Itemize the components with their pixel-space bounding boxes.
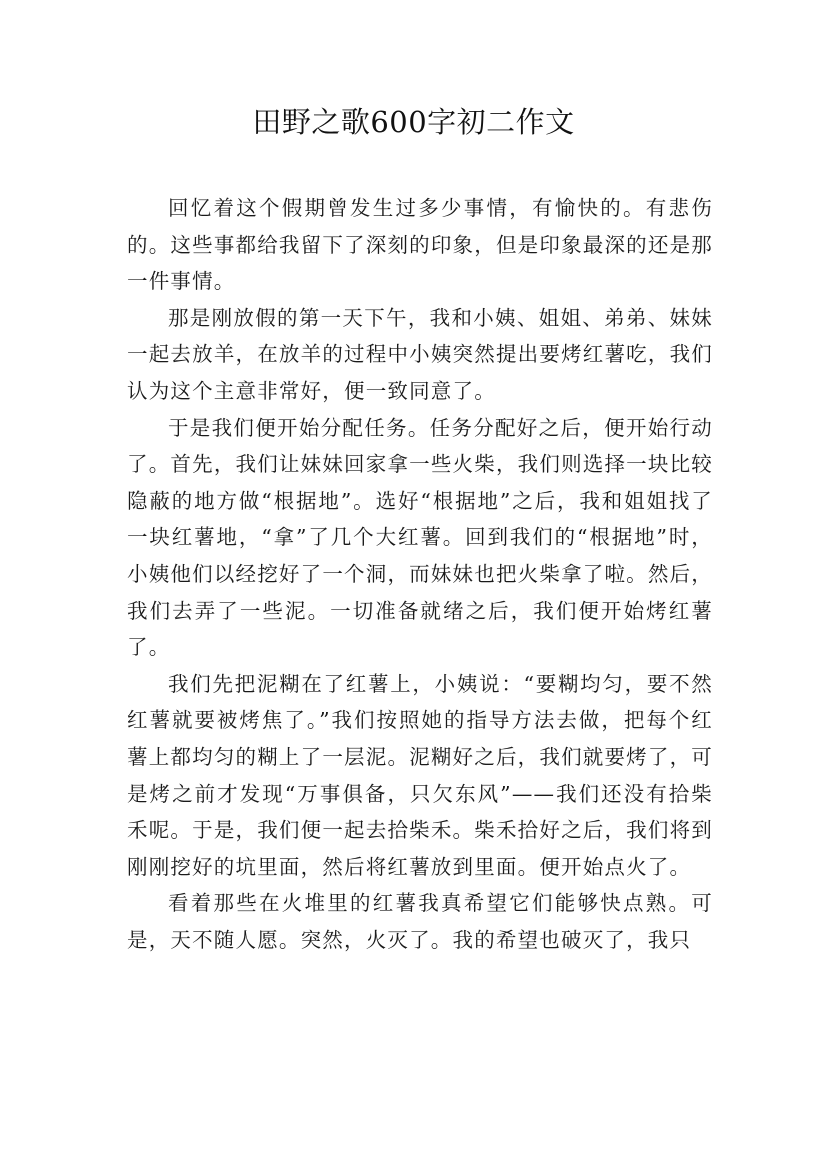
paragraph: 看着那些在火堆里的红薯我真希望它们能够快点熟。可是，天不随人愿。突然，火灭了。我的希望也破灭了，我只	[127, 891, 713, 952]
paragraph: 我们先把泥糊在了红薯上，小姨说：“要糊均匀，要不然红薯就要被烤焦了。”我们按照她的指导方法去做，把每个红薯上都均匀的糊上了一层泥。泥糊好之后，我们就要烤了，可是烤之前才发现“万事俱备，只欠东风”——我们还没有拾柴禾呢。于是，我们便一起去拾柴禾。柴禾拾好之后，我们将到刚刚挖好的坑里面，然后将红薯放到里面。便开始点火了。	[127, 671, 713, 879]
document-title: 田野之歌600字初二作文	[252, 105, 575, 139]
paragraph: 回忆着这个假期曾发生过多少事情，有愉快的。有悲伤的。这些事都给我留下了深刻的印象，但是印象最深的还是那一件事情。	[127, 196, 713, 294]
document-body	[127, 190, 713, 958]
paragraph: 于是我们便开始分配任务。任务分配好之后，便开始行动了。首先，我们让妹妹回家拿一些火柴，我们则选择一块比较隐蔽的地方做“根据地”。选好“根据地”之后，我和姐姐找了一块红薯地，“拿”了几个大红薯。回到我们的“根据地”时，小姨他们以经挖好了一个洞，而妹妹也把火柴拿了啦。然后，我们去弄了一些泥。一切准备就绪之后，我们便开始烤红薯了。	[127, 415, 713, 660]
paragraph: 那是刚放假的第一天下午，我和小姨、姐姐、弟弟、妹妹一起去放羊，在放羊的过程中小姨突然提出要烤红薯吃，我们认为这个主意非常好，便一致同意了。	[127, 305, 713, 403]
